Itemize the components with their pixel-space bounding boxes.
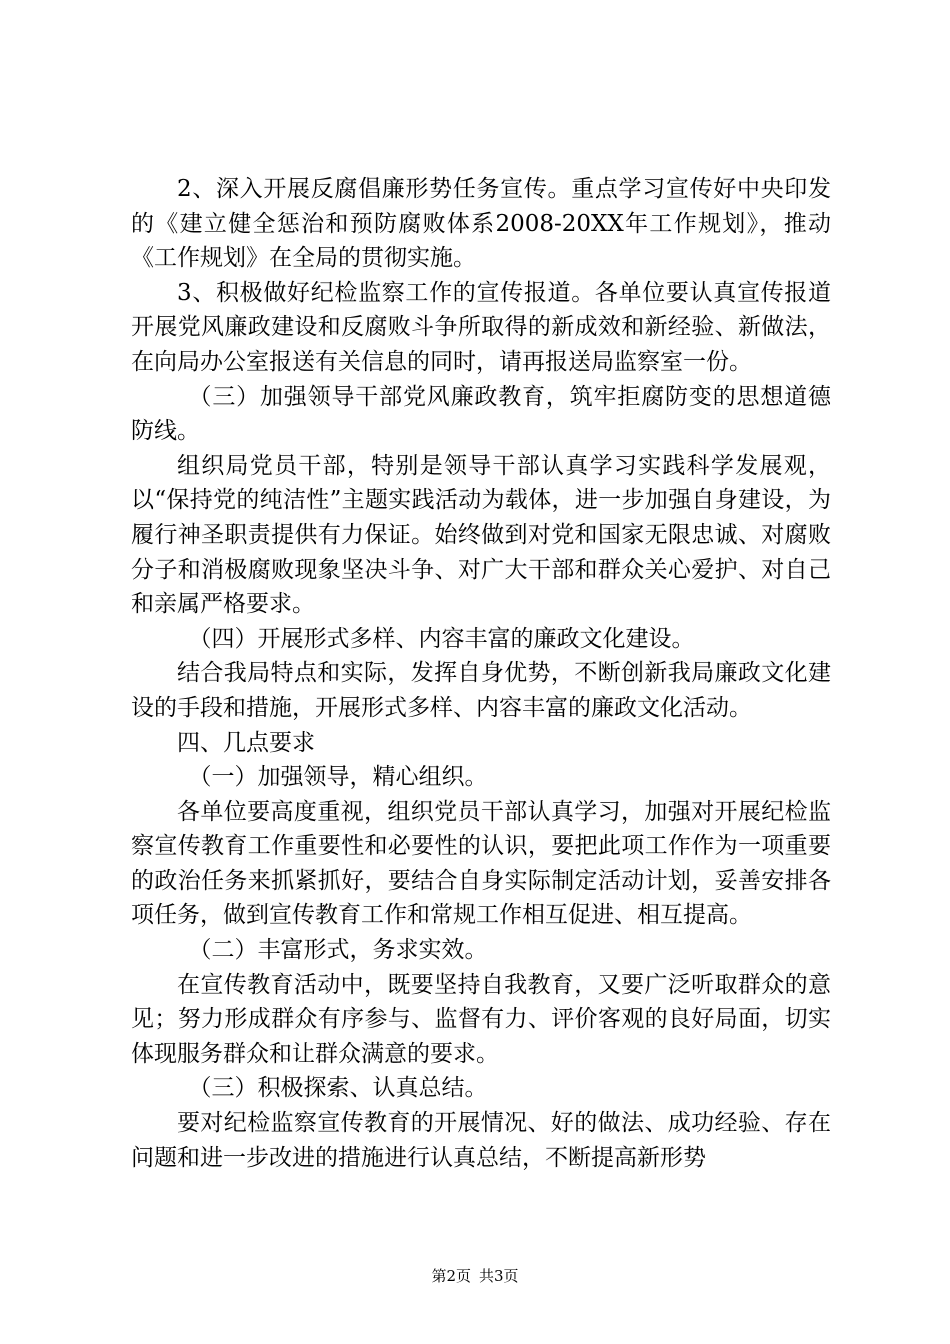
paragraph: 3、积极做好纪检监察工作的宣传报道。各单位要认真宣传报道开展党风廉政建设和反腐败斗争所取得的新成效和新经验、新做法，在向局办公室报送有关信息的同时，请再报送局监察室一份。 xyxy=(131,279,831,375)
paragraph: 组织局党员干部，特别是领导干部认真学习实践科学发展观，以“保持党的纯洁性”主题实践活动为载体，进一步加强自身建设，为履行神圣职责提供有力保证。始终做到对党和国家无限忠诚、对腐败分子和消极腐败现象坚决斗争、对广大干部和群众关心爱护、对自己和亲属严格要求。 xyxy=(131,452,831,618)
page-number: 第2页 xyxy=(431,1267,471,1285)
section-heading: 四、几点要求 xyxy=(177,729,315,756)
paragraph: 在宣传教育活动中，既要坚持自我教育，又要广泛听取群众的意见；努力形成群众有序参与、监督有力、评价客观的良好局面，切实体现服务群众和让群众满意的要求。 xyxy=(131,971,831,1067)
page-total: 共3页 xyxy=(479,1267,519,1285)
paragraph: 结合我局特点和实际，发挥自身优势，不断创新我局廉政文化建设的手段和措施，开展形式多样、内容丰富的廉政文化活动。 xyxy=(131,660,831,721)
section-heading: （四）开展形式多样、内容丰富的廉政文化建设。 xyxy=(188,625,695,652)
section-heading: （二）丰富形式，务求实效。 xyxy=(188,937,488,964)
section-heading: （三）积极探索、认真总结。 xyxy=(188,1075,488,1102)
paragraph: 2、深入开展反腐倡廉形势任务宣传。重点学习宣传好中央印发的《建立健全惩治和预防腐败体系2008-20XX年工作规划》，推动《工作规划》在全局的贯彻实施。 xyxy=(131,176,831,272)
section-heading: （一）加强领导，精心组织。 xyxy=(188,764,488,791)
page-footer xyxy=(0,1266,950,1286)
section-heading: （三）加强领导干部党风廉政教育，筑牢拒腐防变的思想道德防线。 xyxy=(131,383,831,445)
paragraph: 要对纪检监察宣传教育的开展情况、好的做法、成功经验、存在问题和进一步改进的措施进行认真总结，不断提高新形势 xyxy=(131,1110,831,1171)
paragraph: 各单位要高度重视，组织党员干部认真学习，加强对开展纪检监察宣传教育工作重要性和必要性的认识，要把此项工作作为一项重要的政治任务来抓紧抓好，要结合自身实际制定活动计划，妥善安排各项任务，做到宣传教育工作和常规工作相互促进、相互提高。 xyxy=(131,798,831,929)
document-body xyxy=(131,172,831,1175)
